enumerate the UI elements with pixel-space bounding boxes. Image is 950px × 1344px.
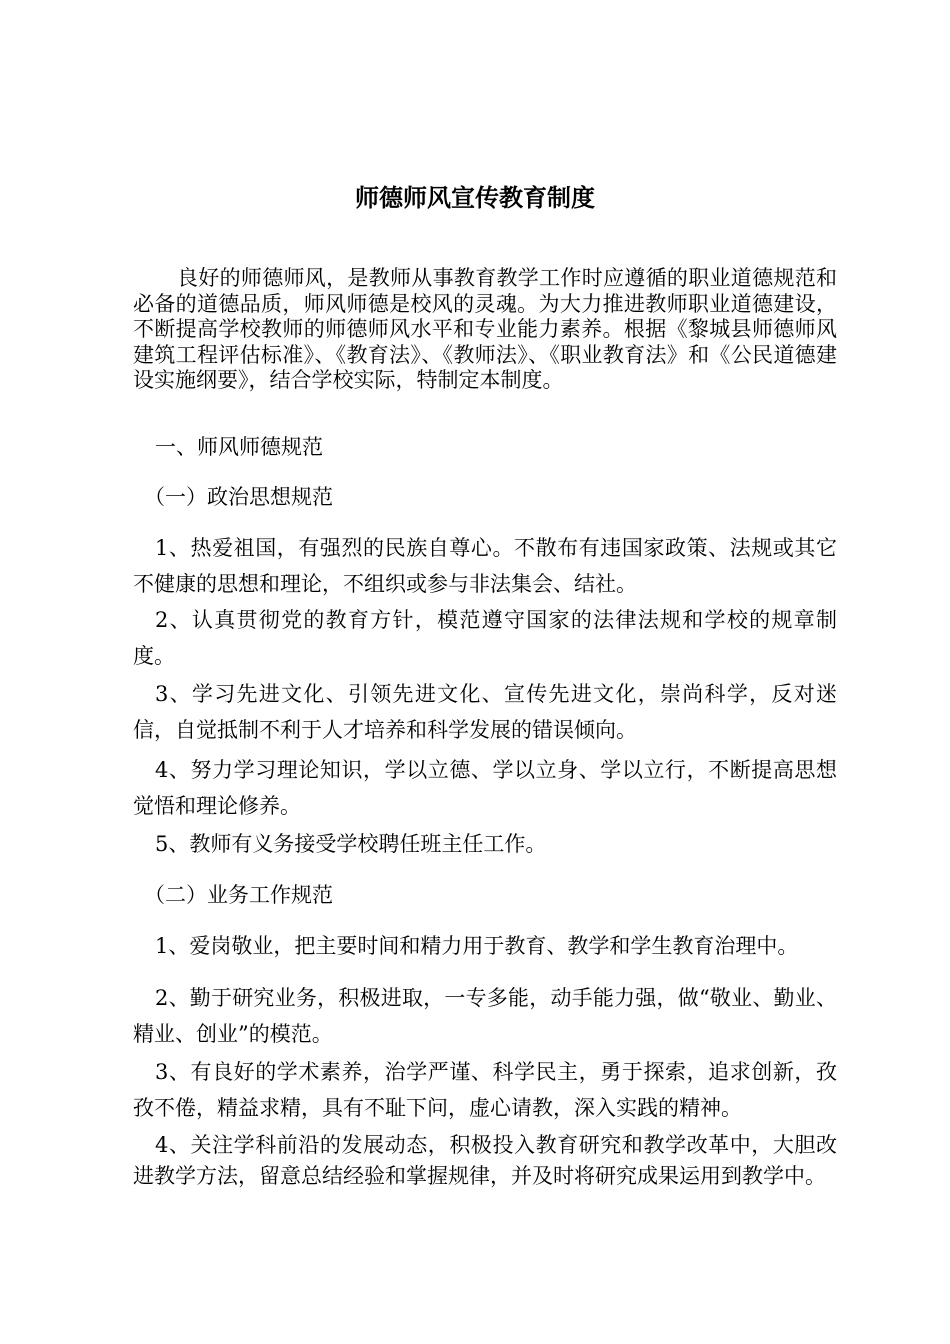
list-item: 3、有良好的学术素养，治学严谨、科学民主，勇于探索，追求创新，孜孜不倦，精益求精，具有不耻下问，虚心请教，深入实践的精神。 <box>133 1060 837 1120</box>
section-heading: 一、师风师德规范 <box>155 435 323 459</box>
list-item: 4、努力学习理论知识，学以立德、学以立身、学以立行，不断提高思想觉悟和理论修养。 <box>133 758 837 818</box>
list-item: 5、教师有义务接受学校聘任班主任工作。 <box>155 832 547 856</box>
list-item: 3、学习先进文化、引领先进文化、宣传先进文化，崇尚科学，反对迷信，自觉抵制不利于人才培养和科学发展的错误倾向。 <box>133 682 837 742</box>
intro-paragraph: 良好的师德师风，是教师从事教育教学工作时应遵循的职业道德规范和必备的道德品质，师风师德是校风的灵魂。为大力推进教师职业道德建设，不断提高学校教师的师德师风水平和专业能力素养。根据《黎城县师德师风建筑工程评估标准》、《教育法》、《教师法》、《职业教育法》和《公民道德建设实施纲要》，结合学校实际，特制定本制度。 <box>133 266 837 393</box>
document-title: 师德师风宣传教育制度 <box>355 183 595 212</box>
list-item: 1、热爱祖国，有强烈的民族自尊心。不散布有违国家政策、法规或其它不健康的思想和理论，不组织或参与非法集会、结社。 <box>133 536 837 596</box>
list-item: 1、爱岗敬业，把主要时间和精力用于教育、教学和学生教育治理中。 <box>155 934 799 958</box>
list-item: 2、勤于研究业务，积极进取，一专多能，动手能力强，做“敬业、勤业、精业、创业”的模范。 <box>133 986 837 1046</box>
list-item: 2、认真贯彻党的教育方针，模范遵守国家的法律法规和学校的规章制度。 <box>133 608 837 668</box>
subsection-heading: （二）业务工作规范 <box>144 883 333 907</box>
subsection-heading: （一）政治思想规范 <box>144 485 333 509</box>
list-item: 4、关注学科前沿的发展动态，积极投入教育研究和教学改革中，大胆改进教学方法，留意总结经验和掌握规律，并及时将研究成果运用到教学中。 <box>133 1133 837 1188</box>
